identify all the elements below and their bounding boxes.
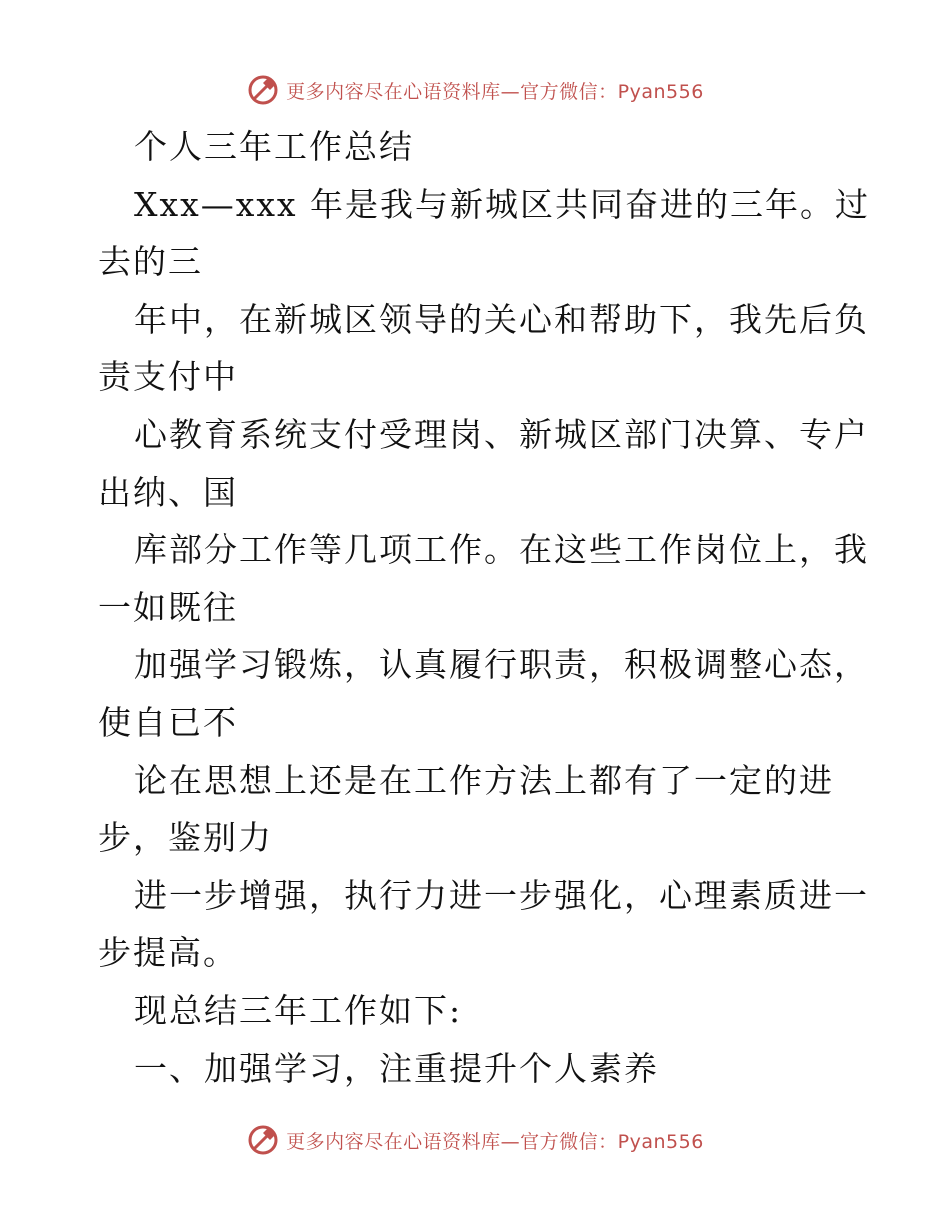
text-line: 现总结三年工作如下:	[134, 990, 463, 1030]
text-line: 论在思想上还是在工作方法上都有了一定的进	[134, 760, 834, 800]
text-line: 使自已不	[98, 702, 238, 742]
text-line: 加强学习锻炼，认真履行职责，积极调整心态，	[134, 645, 869, 685]
text-line: 责支付中	[98, 357, 238, 397]
text-line: 出纳、国	[98, 472, 238, 512]
watermark-text: 更多内容尽在心语资料库—官方微信：Pyan556	[286, 80, 704, 103]
quill-pen-logo-icon	[246, 73, 280, 107]
watermark-text: 更多内容尽在心语资料库—官方微信：Pyan556	[286, 1130, 704, 1153]
text-line: 去的三	[98, 242, 203, 282]
text-line: Xxx—xxx 年是我与新城区共同奋进的三年。过	[134, 184, 871, 224]
quill-pen-logo-icon	[246, 1123, 280, 1157]
text-line: 步提高。	[98, 933, 238, 973]
text-line: 一如既往	[98, 587, 238, 627]
text-line: 进一步增强，执行力进一步强化，心理素质进一	[134, 875, 869, 915]
footer-watermark-banner	[0, 1120, 950, 1160]
text-line: 步，鉴别力	[98, 818, 273, 858]
document-title: 个人三年工作总结	[134, 127, 414, 166]
text-line: 一、加强学习，注重提升个人素养	[134, 1048, 659, 1088]
text-line: 库部分工作等几项工作。在这些工作岗位上，我	[134, 530, 869, 570]
document-body	[98, 118, 871, 1097]
text-line: 心教育系统支付受理岗、新城区部门决算、专户	[134, 414, 869, 454]
text-line: 年中，在新城区领导的关心和帮助下，我先后负	[134, 299, 869, 339]
header-watermark-banner	[0, 70, 950, 110]
